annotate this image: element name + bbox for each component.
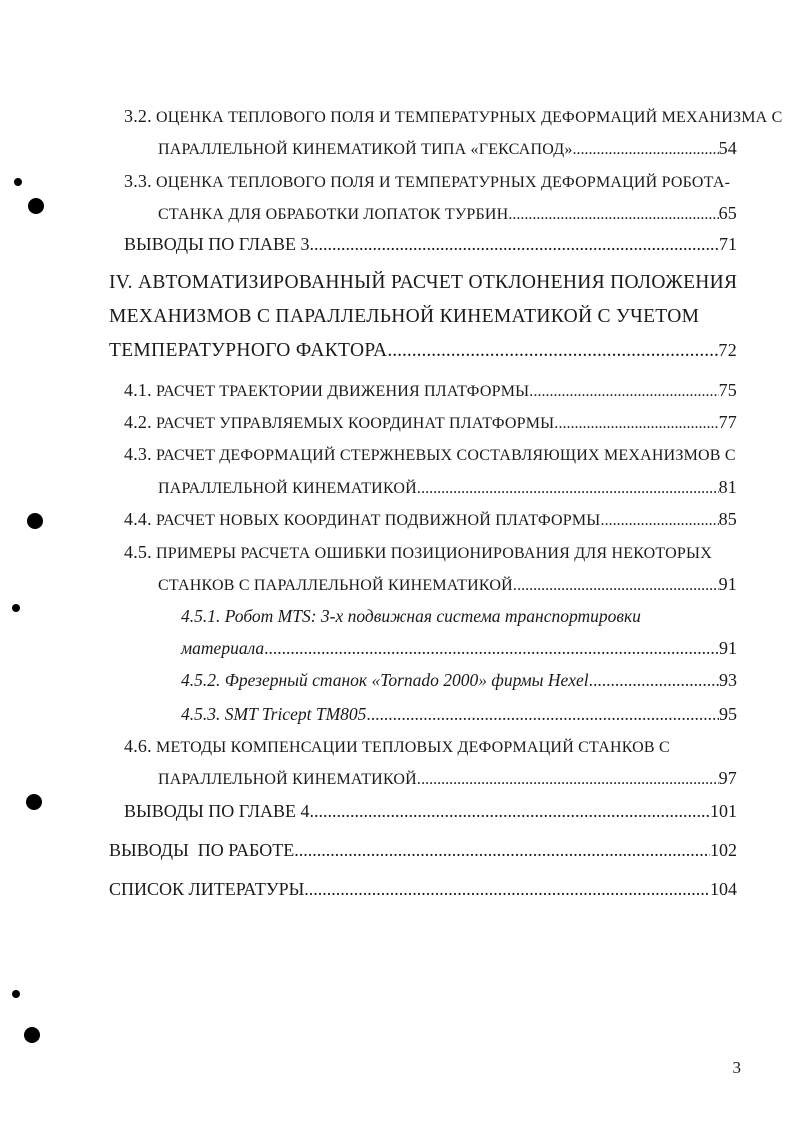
dot-leader: [421, 771, 718, 789]
dot-leader: [366, 704, 719, 725]
toc-entry-3-2-line2[interactable]: ПАРАЛЛЕЛЬНОЙ КИНЕМАТИКОЙ ТИПА «ГЕКСАПОД» ..... 54: [158, 138, 737, 159]
page-number: 101: [710, 801, 737, 821]
toc-entry-references[interactable]: СПИСОК ЛИТЕРАТУРЫ. ..... 104: [109, 879, 737, 900]
dot-leader: [573, 141, 719, 159]
toc-entry-4-6-line1: 4.6. МЕТОДЫ КОМПЕНСАЦИИ ТЕПЛОВЫХ ДЕФОРМАЦИЙ СТАНКОВ С: [124, 736, 670, 756]
toc-entry-4-5-1-line2[interactable]: материала ..... 91: [181, 638, 737, 659]
binder-hole: [27, 513, 43, 529]
toc-entry-conclusions-work[interactable]: ВЫВОДЫ ПО РАБОТЕ ..... 102: [109, 840, 737, 861]
toc-entry-4-2[interactable]: 4.2. РАСЧЕТ УПРАВЛЯЕМЫХ КООРДИНАТ ПЛАТФОРМЫ. ..... 77: [124, 412, 737, 433]
toc-entry-4-6-line2[interactable]: ПАРАЛЛЕЛЬНОЙ КИНЕМАТИКОЙ. ..... 97: [158, 768, 737, 789]
page-number: 81: [718, 477, 737, 497]
dot-leader: [264, 638, 719, 659]
dot-leader: [310, 801, 710, 822]
page-number: 91: [719, 638, 737, 658]
toc-entry-4-3-line1: 4.3. РАСЧЕТ ДЕФОРМАЦИЙ СТЕРЖНЕВЫХ СОСТАВЛЯЮЩИХ МЕХАНИЗМОВ С: [124, 444, 736, 464]
dot-leader: [508, 206, 718, 224]
page-number: 85: [718, 509, 737, 529]
toc-entry-4-3-line2[interactable]: ПАРАЛЛЕЛЬНОЙ КИНЕМАТИКОЙ. ..... 81: [158, 477, 737, 498]
toc-chapter-4-line1: IV. АВТОМАТИЗИРОВАННЫЙ РАСЧЕТ ОТКЛОНЕНИЯ ПОЛОЖЕНИЯ: [109, 272, 738, 293]
dot-leader: [559, 415, 719, 433]
dot-leader: [294, 840, 710, 861]
page-footer-number: 3: [732, 1058, 741, 1077]
page-number: 104: [710, 879, 737, 899]
dot-leader: [387, 340, 718, 362]
page-number: 93: [719, 670, 737, 690]
toc-entry-3-3-line2[interactable]: СТАНКА ДЛЯ ОБРАБОТКИ ЛОПАТОК ТУРБИН ..... 65: [158, 203, 737, 224]
toc-chapter-4-line3[interactable]: ТЕМПЕРАТУРНОГО ФАКТОРА ..... 72: [109, 340, 737, 362]
page-number: 102: [710, 840, 737, 860]
dot-leader: [605, 512, 719, 530]
toc-entry-4-1[interactable]: 4.1. РАСЧЕТ ТРАЕКТОРИИ ДВИЖЕНИЯ ПЛАТФОРМЫ. ..... 75: [124, 380, 737, 401]
binder-hole: [12, 990, 20, 998]
toc-entry-3-3-line1: 3.3. ОЦЕНКА ТЕПЛОВОГО ПОЛЯ И ТЕМПЕРАТУРНЫХ ДЕФОРМАЦИЙ РОБОТА-: [124, 171, 731, 191]
page-number: 97: [718, 768, 737, 788]
page-number: 95: [719, 704, 737, 724]
dot-leader: [421, 480, 718, 498]
page-number: 54: [718, 138, 737, 158]
toc-entry-4-5-3[interactable]: 4.5.3. SMT Tricept TM805 ..... 95: [181, 704, 737, 725]
toc-entry-conclusions-ch4[interactable]: ВЫВОДЫ ПО ГЛАВЕ 4 ..... 101: [124, 801, 737, 822]
binder-hole: [24, 1027, 40, 1043]
toc-entry-4-5-line1: 4.5. ПРИМЕРЫ РАСЧЕТА ОШИБКИ ПОЗИЦИОНИРОВАНИЯ ДЛЯ НЕКОТОРЫХ: [124, 542, 712, 562]
page-number: 65: [718, 203, 737, 223]
page-number: 77: [718, 412, 737, 432]
page-number: 75: [718, 380, 737, 400]
toc-entry-conclusions-ch3[interactable]: ВЫВОДЫ ПО ГЛАВЕ 3 ..... 71: [124, 234, 737, 255]
dot-leader: [533, 383, 718, 401]
binder-hole: [28, 198, 44, 214]
dot-leader: [589, 670, 719, 691]
toc-entry-4-5-1-line1: 4.5.1. Робот MTS: 3-х подвижная система транспортировки: [181, 606, 641, 626]
dot-leader: [517, 577, 719, 595]
page-number: 91: [718, 574, 737, 594]
binder-hole: [14, 178, 22, 186]
dot-leader: [309, 879, 710, 900]
page-number: 72: [718, 340, 737, 360]
binder-hole: [26, 794, 42, 810]
dot-leader: [310, 234, 719, 255]
toc-entry-3-2-line1: 3.2. ОЦЕНКА ТЕПЛОВОГО ПОЛЯ И ТЕМПЕРАТУРНЫХ ДЕФОРМАЦИЙ МЕХАНИЗМА С: [124, 106, 783, 126]
toc-entry-4-4[interactable]: 4.4. РАСЧЕТ НОВЫХ КООРДИНАТ ПОДВИЖНОЙ ПЛАТФОРМЫ. ..... 85: [124, 509, 737, 530]
page-number: 71: [719, 234, 737, 254]
toc-entry-4-5-line2[interactable]: СТАНКОВ С ПАРАЛЛЕЛЬНОЙ КИНЕМАТИКОЙ. ..... 91: [158, 574, 737, 595]
toc-entry-4-5-2[interactable]: 4.5.2. Фрезерный станок «Tornado 2000» фирмы Hexel ..... 93: [181, 670, 737, 691]
toc-chapter-4-line2: МЕХАНИЗМОВ С ПАРАЛЛЕЛЬНОЙ КИНЕМАТИКОЙ С УЧЕТОМ: [109, 306, 700, 327]
binder-hole: [12, 604, 20, 612]
